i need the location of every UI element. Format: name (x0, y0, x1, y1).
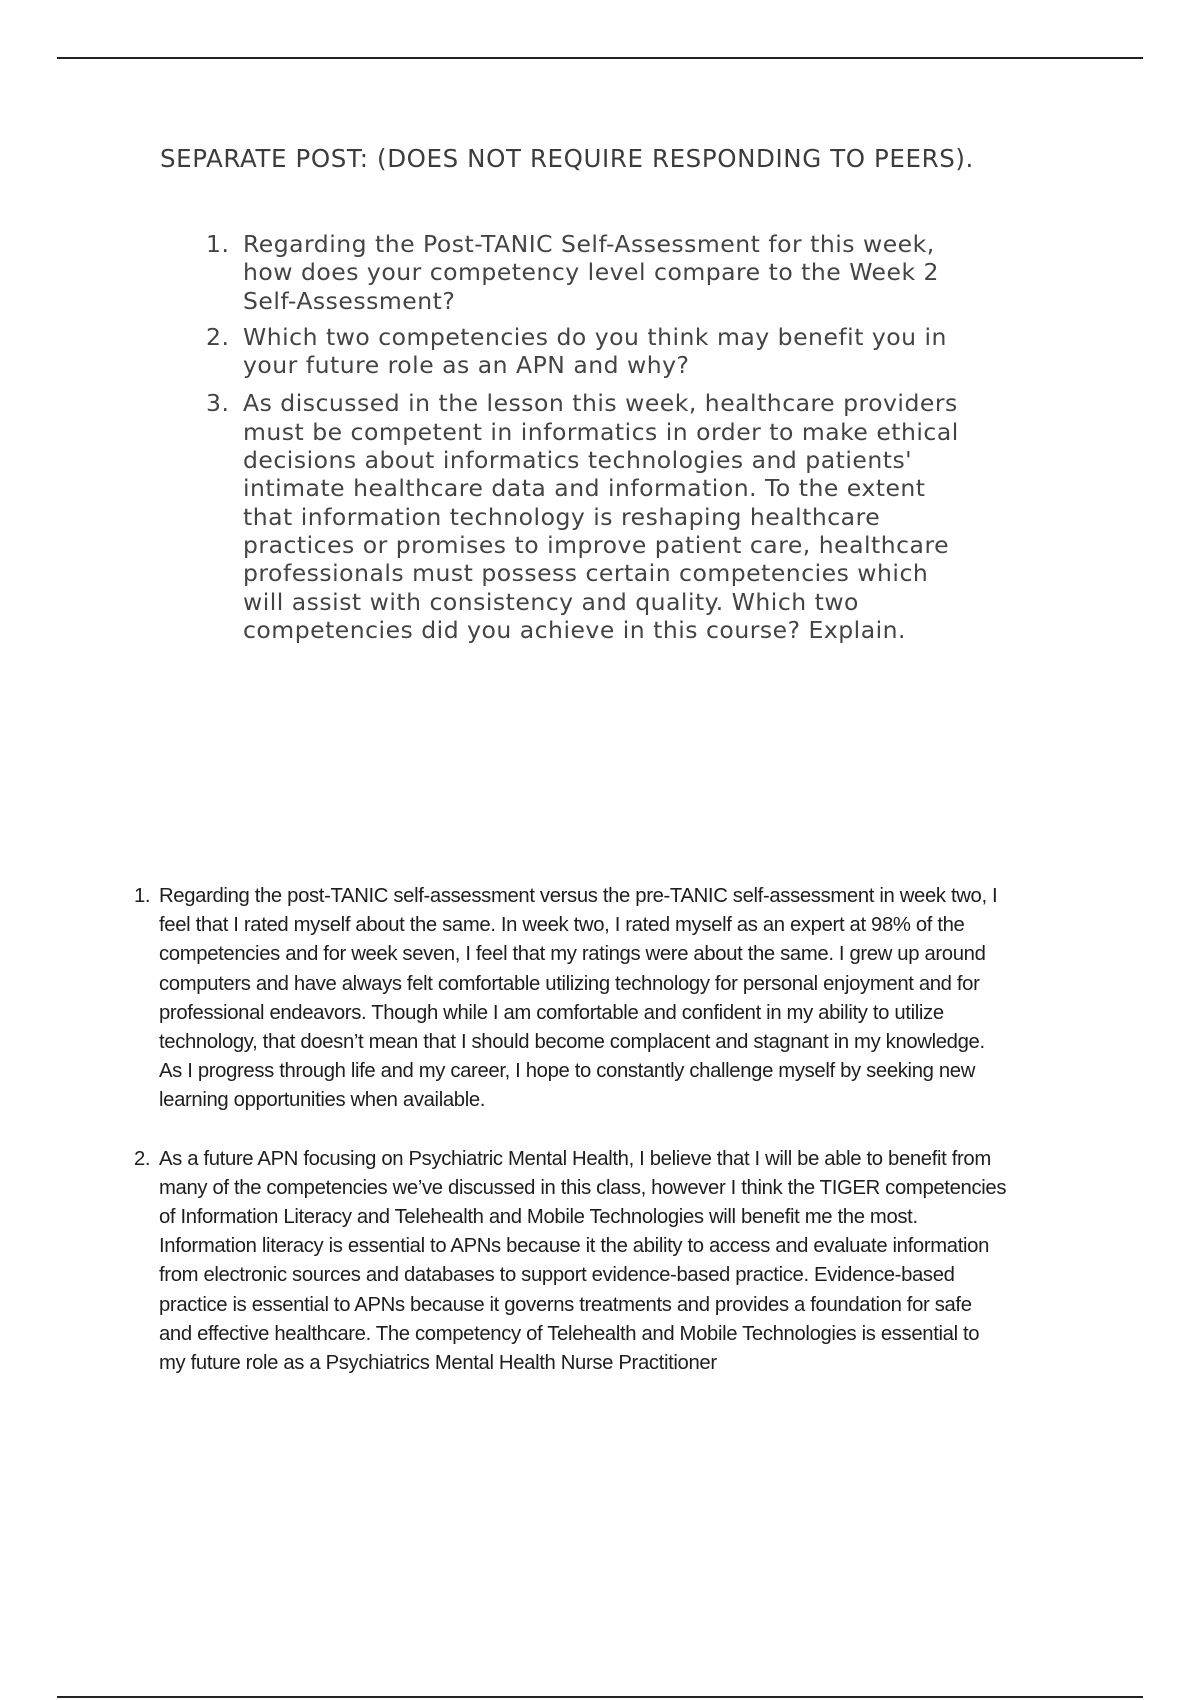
question-number: 2. (206, 322, 230, 351)
answer-text: As a future APN focusing on Psychiatric Mental Health, I believe that I will be able to benefit from many of the competencies we’ve discussed in this class, however I think the TIGER competencies of Information Literacy and Telehealth and Mobile Technologies will benefit me the most. Information literacy is essential to APNs because it the ability to access and evaluate information from electronic sources and databases to support evidence-based practice. Evidence-based practice is essential to APNs because it governs treatments and provides a foundation for safe and effective healthcare. The competency of Telehealth and Mobile Technologies is essential to my future role as a Psychiatrics Mental Health Nurse Practitioner (159, 1147, 1007, 1375)
question-text: Regarding the Post-TANIC Self-Assessment for this week, how does your competency level compare to the Week 2 Self-Assessment? (243, 230, 940, 315)
question-number: 1. (206, 230, 230, 258)
question-list (206, 230, 966, 652)
answer-number: 2. (134, 1147, 151, 1170)
answer-item (134, 882, 1009, 1116)
question-text: As discussed in the lesson this week, healthcare providers must be competent in informatics in order to make ethical decisions about informatics technologies and patients' intimate healthcare data and information. To the extent that information technology is reshaping healthcare practices or promises to improve patient care, healthcare professionals must possess certain competencies which will assist with consistency and quality. Which two competencies did you achieve in this course? Explain. (243, 389, 959, 644)
page-title: SEPARATE POST: (DOES NOT REQUIRE RESPONDING TO PEERS). (160, 144, 974, 173)
answer-item (134, 1145, 1009, 1379)
top-divider (57, 57, 1143, 59)
question-item (206, 323, 966, 380)
answer-number: 1. (134, 885, 151, 907)
bottom-divider (57, 1696, 1143, 1698)
answer-text: Regarding the post-TANIC self-assessment versus the pre-TANIC self-assessment in week two, I feel that I rated myself about the same. In week two, I rated myself as an expert at 98% of the competencies and for week seven, I feel that my ratings were about the same. I grew up around computers and have always felt comfortable utilizing technology for personal enjoyment and for professional endeavors. Though while I am comfortable and confident in my ability to utilize technology, that doesn’t mean that I should become complacent and stagnant in my knowledge. As I progress through life and my career, I hope to constantly challenge myself by seeking new learning opportunities when available. (159, 885, 998, 1112)
answer-list (134, 882, 1009, 1407)
question-item (206, 230, 966, 315)
question-number: 3. (206, 389, 230, 418)
question-text: Which two competencies do you think may benefit you in your future role as an APN and why? (243, 322, 947, 380)
question-item (206, 389, 966, 644)
